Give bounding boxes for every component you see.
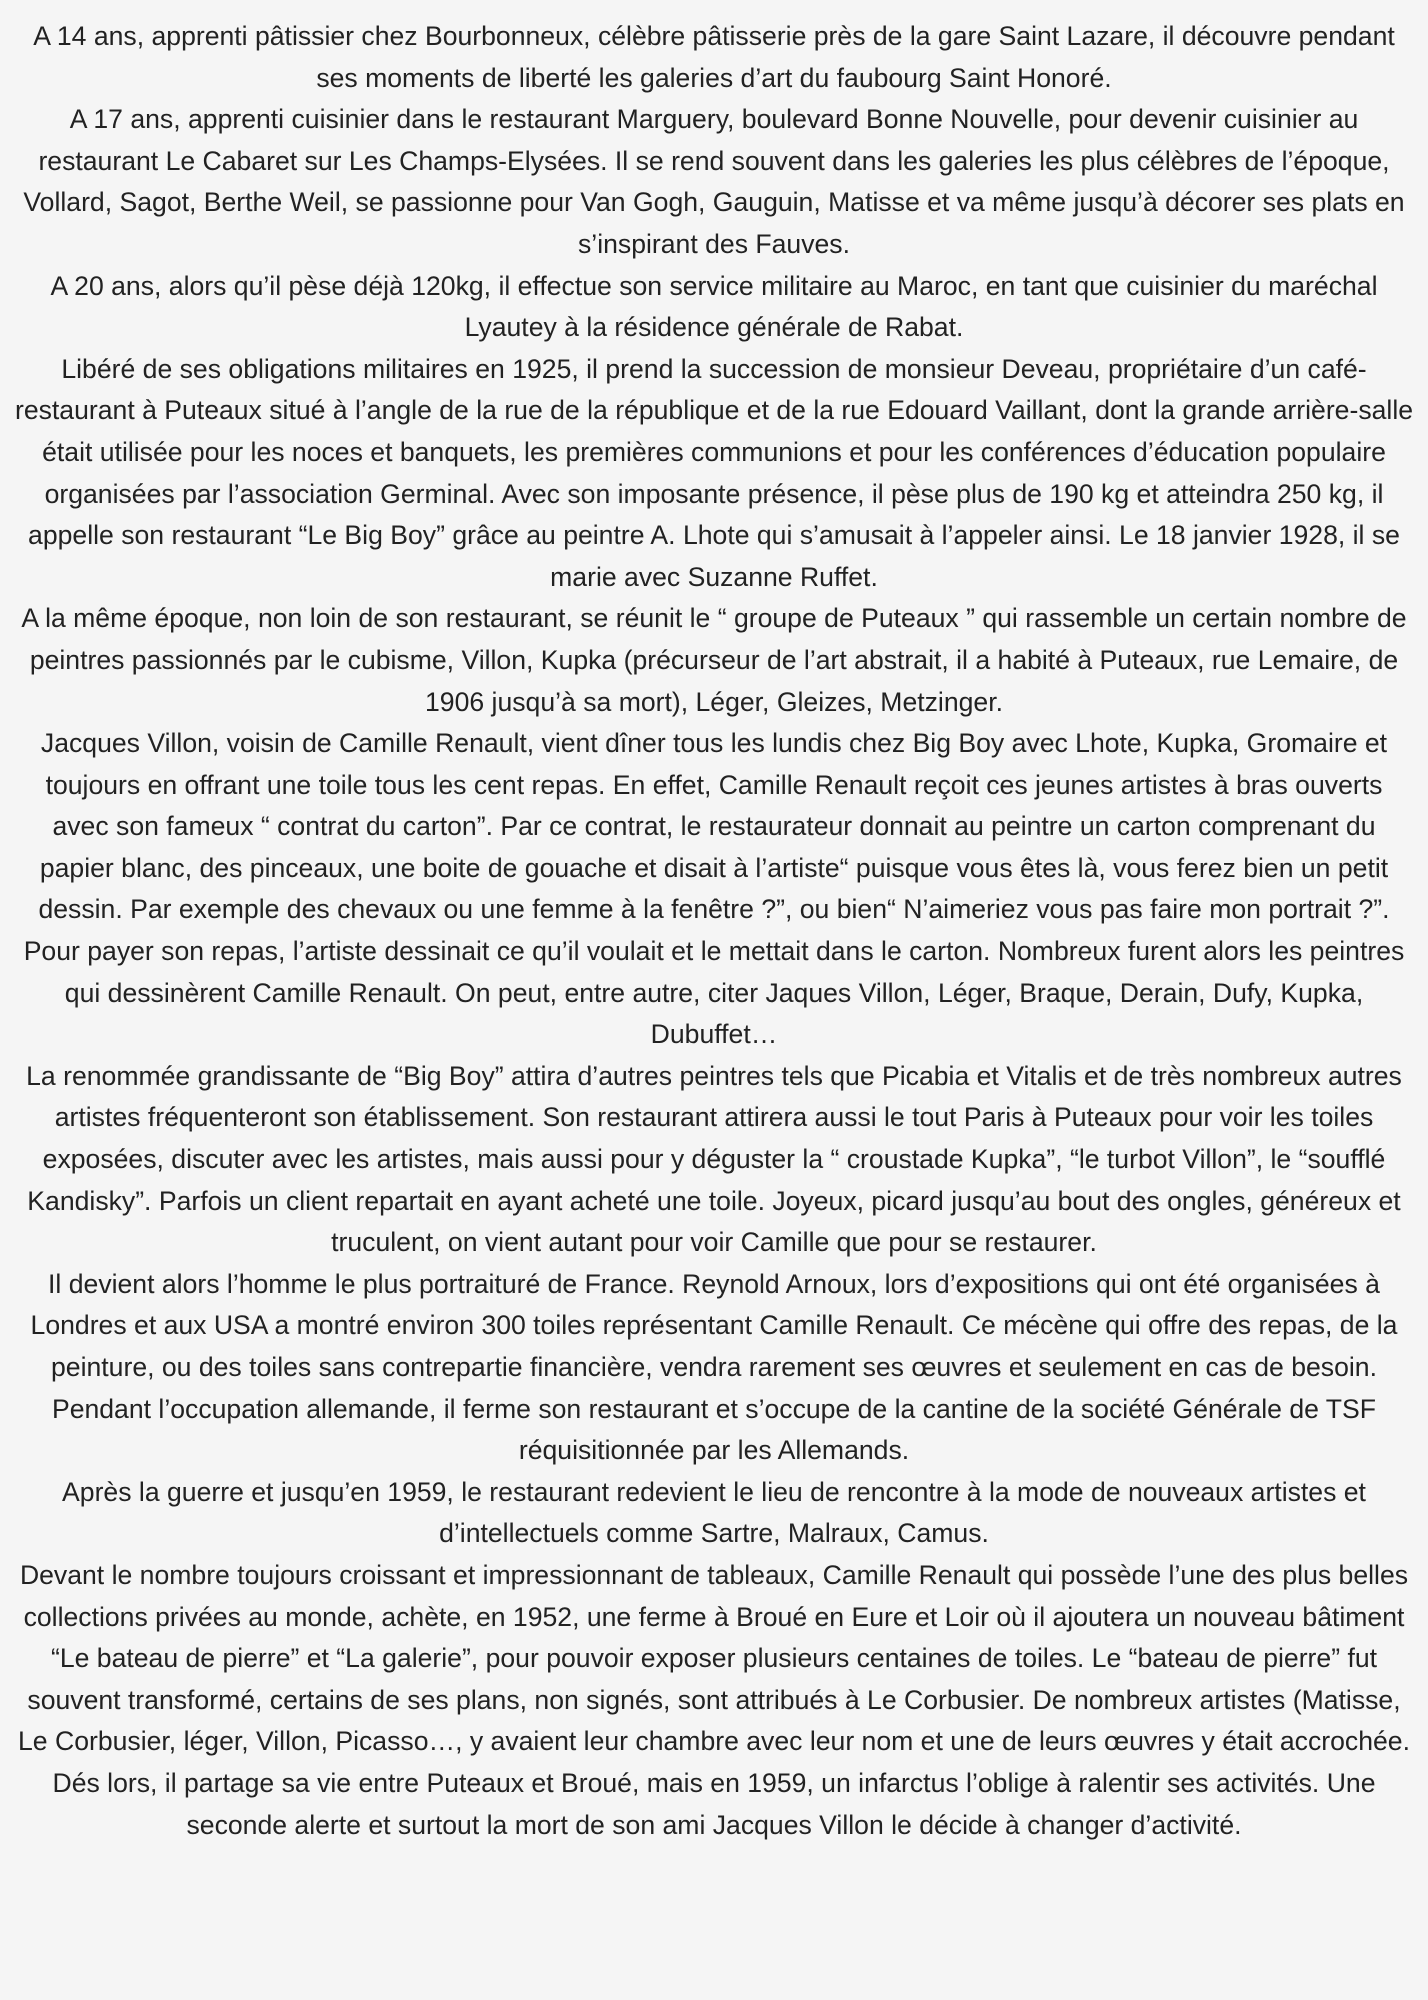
paragraph-1: A 14 ans, apprenti pâtissier chez Bourbonneux, célèbre pâtisserie près de la gare Saint Lazare, il découvre pendant ses moments de liberté les galeries d’art du faubourg Saint Honoré. xyxy=(33,21,1395,93)
paragraph-5: A la même époque, non loin de son restaurant, se réunit le “ groupe de Puteaux ” qui rassemble un certain nombre de peintres passionnés par le cubisme, Villon, Kupka (précurseur de l’art abstrait, il a habité à Puteaux, rue Lemaire, de 1906 jusqu’à sa mort), Léger, Gleizes, Metzinger. xyxy=(21,603,1407,717)
paragraph-9: Après la guerre et jusqu’en 1959, le restaurant redevient le lieu de rencontre à la mode de nouveaux artistes et d’intellectuels comme Sartre, Malraux, Camus. xyxy=(62,1476,1366,1549)
paragraph-8: Il devient alors l’homme le plus portraituré de France. Reynold Arnoux, lors d’expositions qui ont été organisées à Londres et aux USA a montré environ 300 toiles représentant Camille Renault. Ce mécène qui offre des repas, de la peinture, ou des toiles sans contrepartie financière, vendra rarement ses œuvres et seulement en cas de besoin. Pendant l’occupation allemande, il ferme son restaurant et s’occupe de la cantine de la société Générale de TSF réquisitionnée par les Allemands. xyxy=(30,1268,1398,1466)
paragraph-7: La renommée grandissante de “Big Boy” attira d’autres peintres tels que Picabia et Vitalis et de très nombreux autres artistes fréquenteront son établissement. Son restaurant attirera aussi le tout Paris à Puteaux pour voir les toiles exposées, discuter avec les artistes, mais aussi pour y déguster la “ croustade Kupka”, “le turbot Villon”, le “soufflé Kandisky”. Parfois un client repartait en ayant acheté une toile. Joyeux, picard jusqu’au bout des ongles, généreux et truculent, on vient autant pour voir Camille que pour se restaurer. xyxy=(26,1060,1402,1258)
paragraph-2: A 17 ans, apprenti cuisinier dans le restaurant Marguery, boulevard Bonne Nouvelle, pour devenir cuisinier au restaurant Le Cabaret sur Les Champs-Elysées. Il se rend souvent dans les galeries les plus célèbres de l’époque, Vollard, Sagot, Berthe Weil, se passionne pour Van Gogh, Gauguin, Matisse et va même jusqu’à décorer ses plats en s’inspirant des Fauves. xyxy=(23,104,1405,259)
paragraph-6: Jacques Villon, voisin de Camille Renault, vient dîner tous les lundis chez Big Boy avec Lhote, Kupka, Gromaire et toujours en offrant une toile tous les cent repas. En effet, Camille Renault reçoit ces jeunes artistes à bras ouverts avec son fameux “ contrat du carton”. Par ce contrat, le restaurateur donnait au peintre un carton comprenant du papier blanc, des pinceaux, une boite de gouache et disait à l’artiste“ puisque vous êtes là, vous ferez bien un petit dessin. Par exemple des chevaux ou une femme à la fenêtre ?”, ou bien“ N’aimeriez vous pas faire mon portrait ?”. Pour payer son repas, l’artiste dessinait ce qu’il voulait et le mettait dans le carton. Nombreux furent alors les peintres qui dessinèrent Camille Renault. On peut, entre autre, citer Jaques Villon, Léger, Braque, Derain, Dufy, Kupka, Dubuffet… xyxy=(23,728,1405,1050)
paragraph-10: Devant le nombre toujours croissant et impressionnant de tableaux, Camille Renault qui possède l’une des plus belles collections privées au monde, achète, en 1952, une ferme à Broué en Eure et Loir où il ajoutera un nouveau bâtiment “Le bateau de pierre” et “La galerie”, pour pouvoir exposer plusieurs centaines de toiles. Le “bateau de pierre” fut souvent transformé, certains de ses plans, non signés, sont attribués à Le Corbusier. De nombreux artistes (Matisse, Le Corbusier, léger, Villon, Picasso…, y avaient leur chambre avec leur nom et une de leurs œuvres y était accrochée. Dés lors, il partage sa vie entre Puteaux et Broué, mais en 1959, un infarctus l’oblige à ralentir ses activités. Une seconde alerte et surtout la mort de son ami Jacques Villon le décide à changer d’activité. xyxy=(18,1559,1410,1840)
paragraph-3: A 20 ans, alors qu’il pèse déjà 120kg, il effectue son service militaire au Maroc, en tant que cuisinier du maréchal Lyautey à la résidence générale de Rabat. xyxy=(50,270,1378,343)
paragraph-4: Libéré de ses obligations militaires en 1925, il prend la succession de monsieur Deveau, propriétaire d’un café-restaurant à Puteaux situé à l’angle de la rue de la république et de la rue Edouard Vaillant, dont la grande arrière-salle était utilisée pour les noces et banquets, les premières communions et pour les conférences d’éducation populaire organisées par l’association Germinal. Avec son imposante présence, il pèse plus de 190 kg et atteindra 250 kg, il appelle son restaurant “Le Big Boy” grâce au peintre A. Lhote qui s’amusait à l’appeler ainsi. Le 18 janvier 1928, il se marie avec Suzanne Ruffet. xyxy=(14,353,1414,592)
